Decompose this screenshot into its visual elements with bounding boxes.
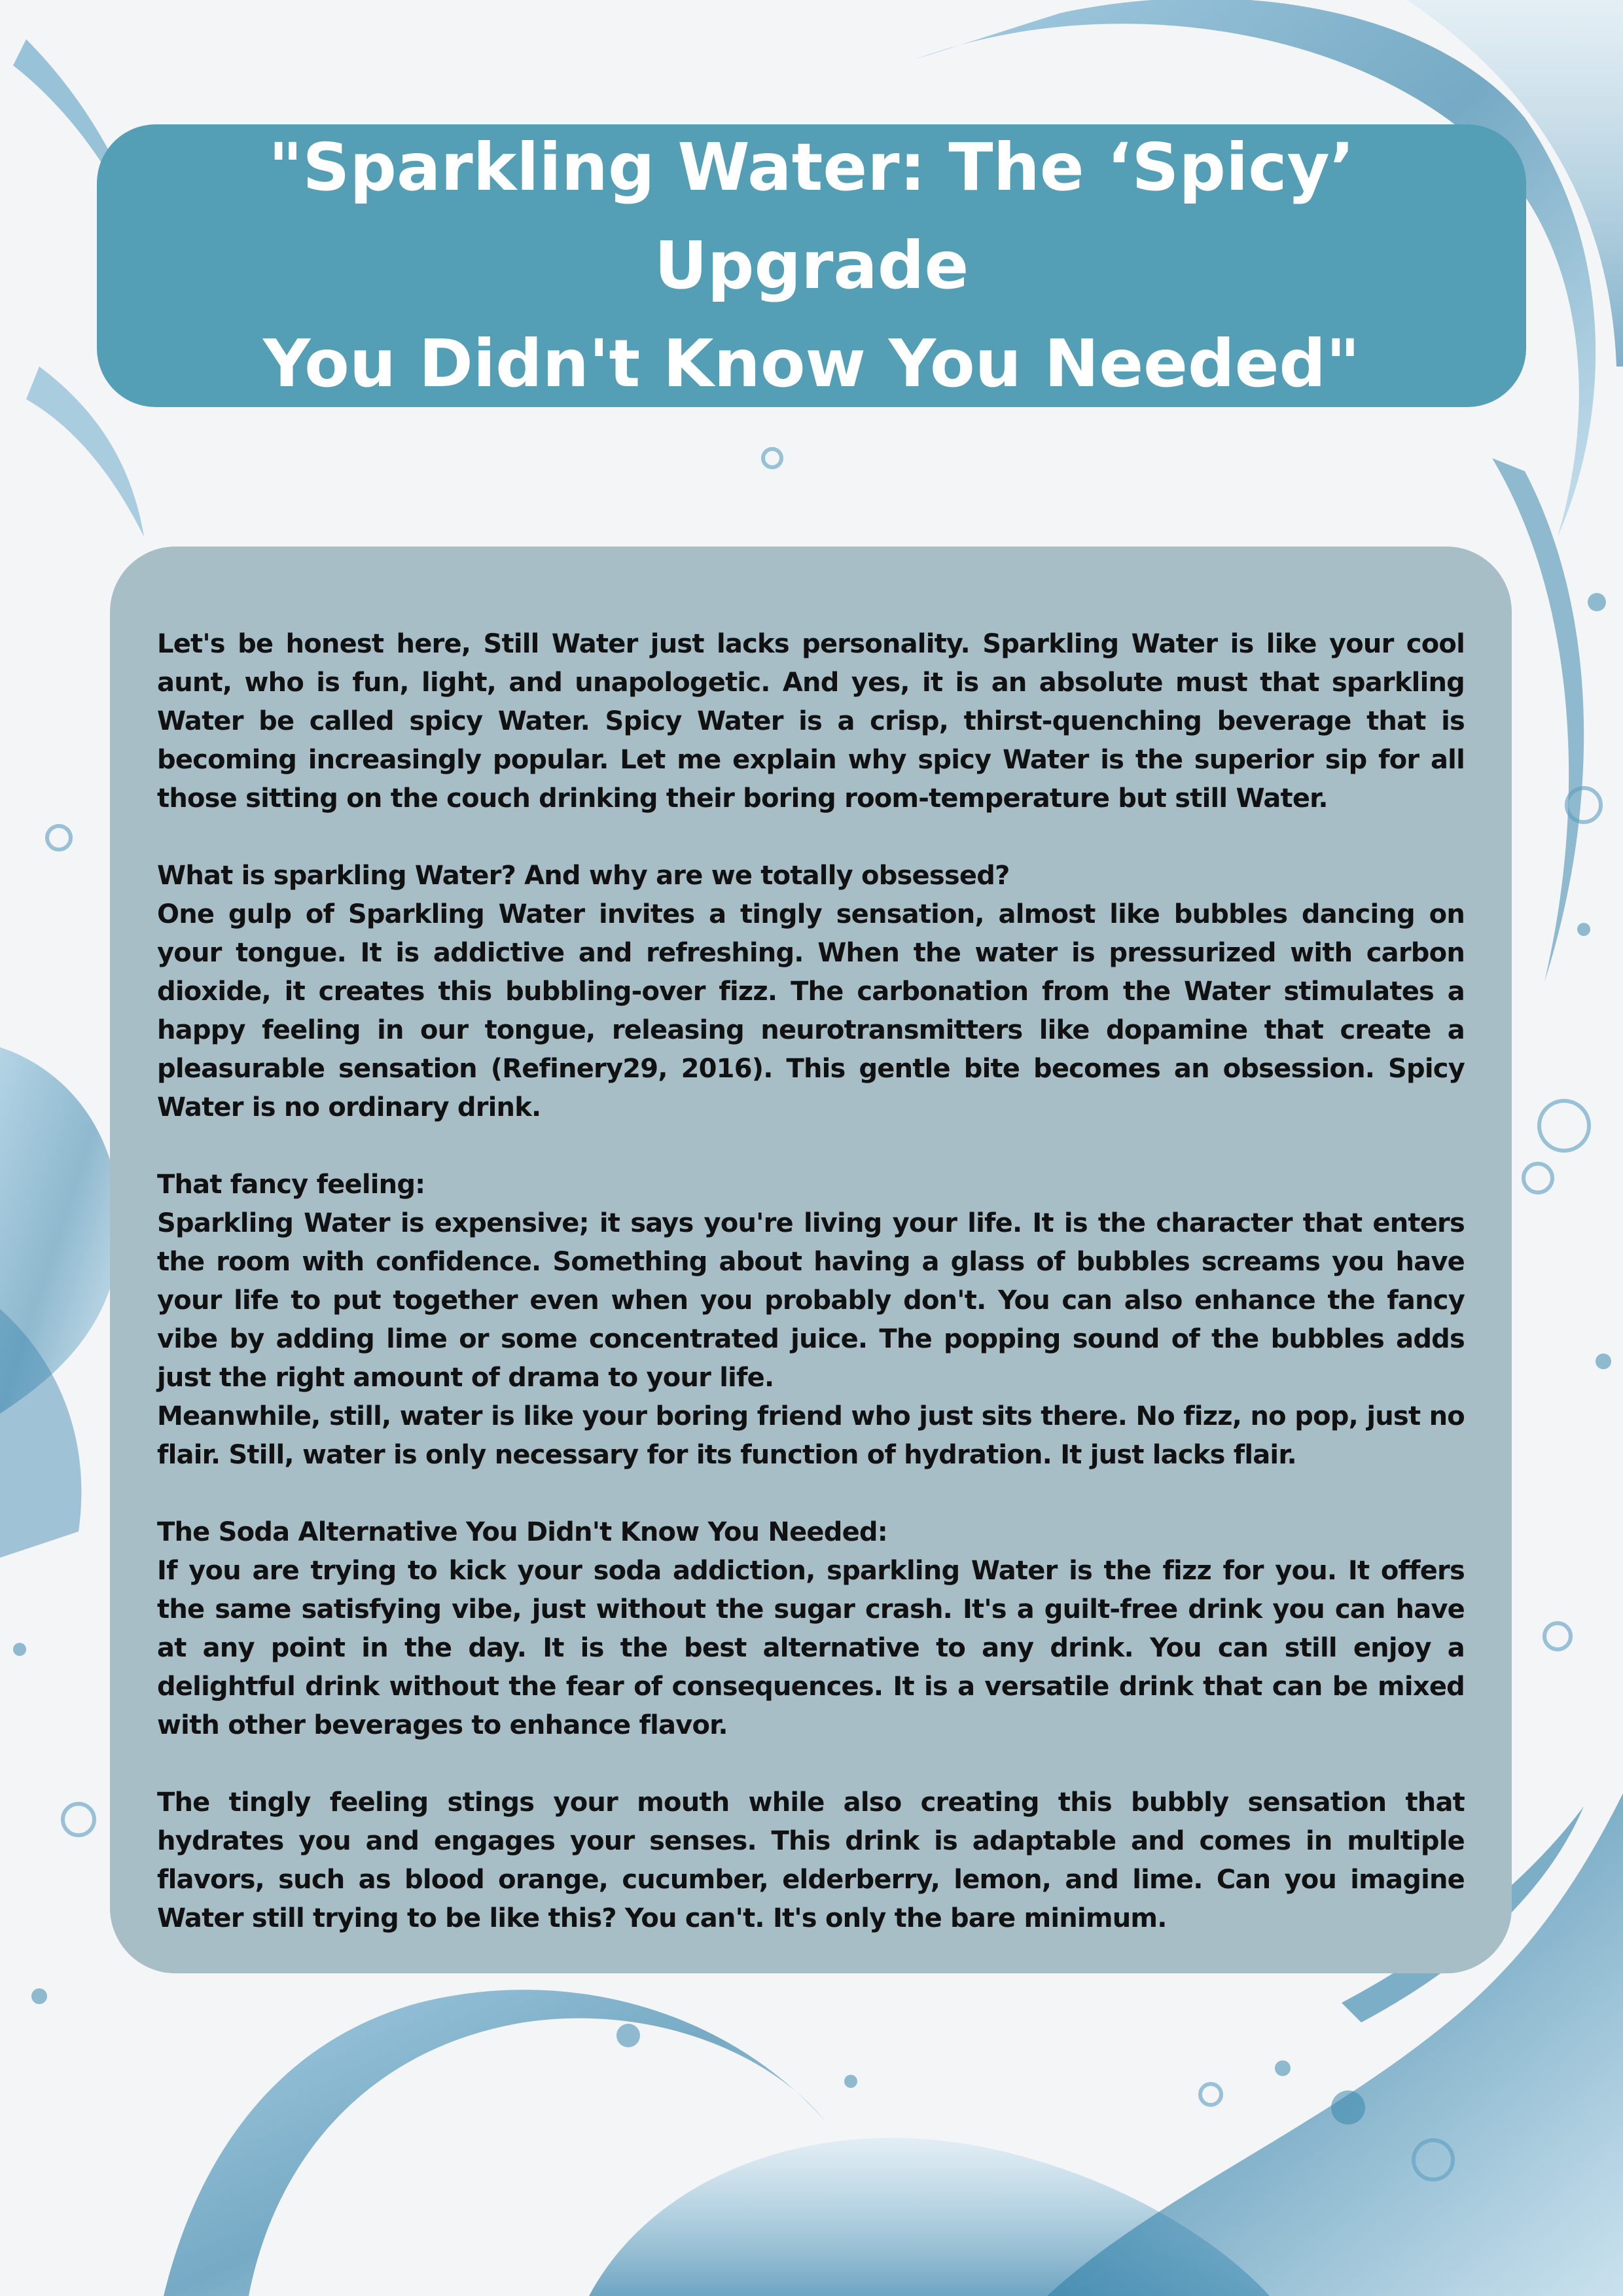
title-line-2: You Didn't Know You Needed": [262, 325, 1361, 402]
section-heading-fancy-feeling: That fancy feeling:: [157, 1170, 425, 1200]
section-body-soda-alternative: If you are trying to kick your soda addiction, sparkling Water is the fizz for you. It offers the same satisfying vibe, just without the sugar crash. It's a guilt-free drink you can have at any point in the day. It is the best alternative to any drink. You can still enjoy a delightful drink without the fear of consequences. It is a versatile drink that can be mixed with other beverages to enhance flavor.: [157, 1556, 1465, 1740]
section-heading-soda-alternative: The Soda Alternative You Didn't Know You Needed:: [157, 1517, 887, 1547]
closing-paragraph: The tingly feeling stings your mouth while also creating this bubbly sensation that hydrates you and engages your senses. This drink is adaptable and comes in multiple flavors, such as blood orange, cucumber, elderberry, lemon, and lime. Can you imagine Water still trying to be like this? You can't. It's only the bare minimum.: [157, 1787, 1465, 1933]
page-title: [136, 118, 1487, 413]
section-heading-what-is: What is sparkling Water? And why are we totally obsessed?: [157, 861, 1010, 891]
title-line-1: "Sparkling Water: The ‘Spicy’ Upgrade: [268, 129, 1355, 304]
intro-paragraph: Let's be honest here, Still Water just lacks personality. Sparkling Water is like your cool aunt, who is fun, light, and unapologetic. And yes, it is an absolute must that sparkling Water be called spicy Water. Spicy Water is a crisp, thirst-quenching beverage that is becoming increasingly popular. Let me explain why spicy Water is the superior sip for all those sitting on the couch drinking their boring room-temperature but still Water.: [157, 629, 1465, 814]
article-panel: [110, 547, 1512, 1973]
section-body-fancy-feeling: Sparkling Water is expensive; it says you're living your life. It is the character that enters the room with confidence. Something about having a glass of bubbles screams you have your life to put together even when you probably don't. You can also enhance the fancy vibe by adding lime or some concentrated juice. The popping sound of the bubbles adds just the right amount of drama to your life.: [157, 1208, 1465, 1393]
section-body-still-water: Meanwhile, still, water is like your boring friend who just sits there. No fizz, no pop, just no flair. Still, water is only necessary for its function of hydration. It just lacks flair.: [157, 1401, 1465, 1470]
title-banner: [97, 124, 1526, 407]
section-body-what-is: One gulp of Sparkling Water invites a tingly sensation, almost like bubbles dancing on your tongue. It is addictive and refreshing. When the water is pressurized with carbon dioxide, it creates this bubbling-over fizz. The carbonation from the Water stimulates a happy feeling in our tongue, releasing neurotransmitters like dopamine that create a pleasurable sensation (Refinery29, 2016). This gentle bite becomes an obsession. Spicy Water is no ordinary drink.: [157, 899, 1465, 1122]
